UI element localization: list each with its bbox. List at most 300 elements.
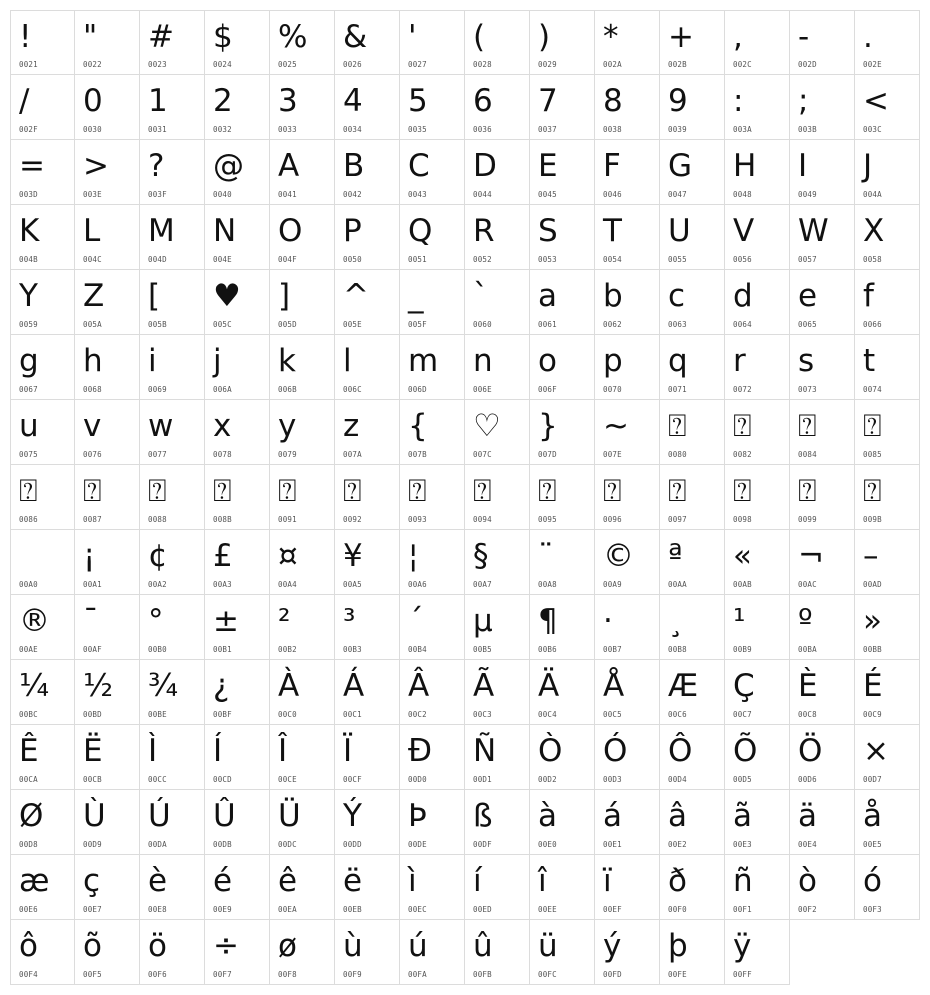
glyph-character: Á [343,668,365,704]
glyph-cell [855,660,920,725]
glyph-cell [10,855,75,920]
glyph-character: õ [83,928,102,964]
glyph-cell [205,205,270,270]
glyph-cell [400,530,465,595]
glyph-character: ] [278,278,291,314]
glyph-code-label: 0043 [408,190,427,199]
glyph-code-label: 0021 [19,60,38,69]
glyph-code-label: 00A7 [473,580,492,589]
glyph-code-label: 009B [863,515,882,524]
glyph-character: « [733,538,752,574]
glyph-character: b [603,278,623,314]
glyph-character: m [408,343,439,379]
glyph-character: ° [148,603,164,639]
glyph-code-label: 00C0 [278,710,297,719]
glyph-code-label: 0095 [538,515,557,524]
glyph-code-label: 006A [213,385,232,394]
glyph-character: Ï [343,733,353,769]
glyph-character: ¯ [83,603,99,639]
glyph-code-label: 0040 [213,190,232,199]
glyph-code-label: 007C [473,450,492,459]
glyph-character: ² [278,603,291,639]
glyph-code-label: 0035 [408,125,427,134]
glyph-character: Ã [473,668,495,704]
glyph-cell [205,140,270,205]
glyph-cell [140,270,205,335]
glyph-character: Í [213,733,223,769]
glyph-code-label: 00F7 [213,970,232,979]
glyph-cell [530,855,595,920]
glyph-code-label: 0070 [603,385,622,394]
glyph-character: Ó [603,733,628,769]
glyph-cell [205,335,270,400]
glyph-cell [400,725,465,790]
glyph-cell [465,660,530,725]
glyph-character: I [798,148,808,184]
glyph-cell [270,725,335,790]
glyph-character: p [603,343,623,379]
glyph-code-label: 00E3 [733,840,752,849]
glyph-cell [10,400,75,465]
glyph-character: Þ [408,798,427,834]
glyph-code-label: 002E [863,60,882,69]
glyph-character: ò [798,863,817,899]
glyph-code-label: 003C [863,125,882,134]
glyph-code-label: 00D4 [668,775,687,784]
glyph-code-label: 002A [603,60,622,69]
glyph-character: Ò [538,733,563,769]
glyph-cell [10,725,75,790]
glyph-code-label: 006B [278,385,297,394]
glyph-character: = [19,148,45,184]
glyph-code-label: 00AE [19,645,38,654]
glyph-cell [140,140,205,205]
glyph-cell [595,920,660,985]
glyph-character: L [83,213,101,249]
glyph-character: ! [19,19,32,55]
glyph-character: ¤ [278,538,298,574]
glyph-character: v [83,408,102,444]
glyph-cell [205,270,270,335]
glyph-character: ½ [83,668,114,704]
glyph-cell [335,530,400,595]
glyph-code-label: 00C9 [863,710,882,719]
glyph-code-label: 00E1 [603,840,622,849]
glyph-cell [140,530,205,595]
glyph-code-label: 00A6 [408,580,427,589]
glyph-character: r [733,343,746,379]
glyph-cell [270,10,335,75]
glyph-code-label: 0055 [668,255,687,264]
glyph-code-label: 00C8 [798,710,817,719]
glyph-cell [205,75,270,140]
glyph-grid [10,10,920,985]
glyph-code-label: 0044 [473,190,492,199]
glyph-code-label: 00D0 [408,775,427,784]
glyph-character: 1 [148,83,168,119]
glyph-code-label: 0026 [343,60,362,69]
glyph-cell [335,790,400,855]
glyph-cell [270,465,335,530]
glyph-cell [140,595,205,660]
glyph-character: þ [668,928,688,964]
glyph-code-label: 0032 [213,125,232,134]
glyph-cell [530,660,595,725]
glyph-code-label: 00D6 [798,775,817,784]
glyph-code-label: 0033 [278,125,297,134]
glyph-code-label: 0048 [733,190,752,199]
glyph-code-label: 0080 [668,450,687,459]
glyph-character: ÿ [733,928,752,964]
glyph-cell [725,530,790,595]
glyph-character: , [733,19,743,55]
glyph-code-label: 0025 [278,60,297,69]
glyph-code-label: 00F4 [19,970,38,979]
glyph-cell [725,725,790,790]
glyph-code-label: 0064 [733,320,752,329]
glyph-cell [595,140,660,205]
glyph-code-label: 0066 [863,320,882,329]
glyph-cell [205,465,270,530]
glyph-cell [855,75,920,140]
glyph-cell [140,10,205,75]
glyph-character: x [213,408,232,444]
glyph-code-label: 0075 [19,450,38,459]
glyph-cell [855,725,920,790]
glyph-code-label: 0022 [83,60,102,69]
glyph-cell [270,530,335,595]
glyph-character: Ä [538,668,560,704]
glyph-character: X [863,213,885,249]
glyph-cell [530,270,595,335]
glyph-cell [270,595,335,660]
glyph-cell [75,205,140,270]
glyph-cell [400,660,465,725]
glyph-character: á [603,798,622,834]
glyph-cell [530,75,595,140]
glyph-cell [10,790,75,855]
glyph-cell [725,790,790,855]
glyph-code-label: 006D [408,385,427,394]
glyph-code-label: 00DC [278,840,297,849]
glyph-code-label: 0065 [798,320,817,329]
glyph-code-label: 00B9 [733,645,752,654]
glyph-code-label: 00FB [473,970,492,979]
glyph-cell [465,790,530,855]
glyph-cell [725,855,790,920]
glyph-character: Ð [408,733,433,769]
glyph-cell [855,205,920,270]
glyph-code-label: 00B8 [668,645,687,654]
glyph-cell [205,660,270,725]
glyph-code-label: 00D9 [83,840,102,849]
glyph-cell [530,725,595,790]
glyph-character: 5 [408,83,428,119]
glyph-cell [725,205,790,270]
glyph-cell [660,465,725,530]
glyph-cell [855,335,920,400]
glyph-cell [660,920,725,985]
glyph-code-label: 00BC [19,710,38,719]
glyph-code-label: 0099 [798,515,817,524]
glyph-character: V [733,213,755,249]
glyph-character: + [668,19,694,55]
glyph-cell [10,595,75,660]
glyph-cell [855,790,920,855]
glyph-code-label: 0060 [473,320,492,329]
glyph-cell [790,335,855,400]
glyph-cell [790,270,855,335]
glyph-code-label: 00DE [408,840,427,849]
glyph-character: j [213,343,222,379]
glyph-code-label: 0059 [19,320,38,329]
glyph-character: Î [278,733,288,769]
glyph-character: Ü [278,798,301,834]
glyph-cell [10,530,75,595]
glyph-code-label: 00FE [668,970,687,979]
glyph-character: 6 [473,83,493,119]
glyph-cell [595,465,660,530]
glyph-cell [595,660,660,725]
glyph-character: T [603,213,622,249]
glyph-cell [725,270,790,335]
glyph-cell [660,400,725,465]
glyph-character: ñ [733,863,753,899]
glyph-cell [660,855,725,920]
glyph-character: ï [603,863,612,899]
glyph-cell [465,75,530,140]
glyph-character: Ø [19,798,44,834]
glyph-cell [400,790,465,855]
glyph-cell [270,400,335,465]
glyph-cell [335,75,400,140]
glyph-cell [855,10,920,75]
glyph-code-label: 00A3 [213,580,232,589]
glyph-character: £ [213,538,233,574]
glyph-cell [725,10,790,75]
glyph-character: Ö [798,733,823,769]
glyph-cell [465,205,530,270]
glyph-character: u [19,408,39,444]
glyph-code-label: 00D1 [473,775,492,784]
glyph-code-label: 00E6 [19,905,38,914]
glyph-code-label: 00DF [473,840,492,849]
glyph-character: í [473,863,482,899]
glyph-code-label: 003F [148,190,167,199]
glyph-code-label: 0088 [148,515,167,524]
glyph-character: 0 [83,83,103,119]
glyph-code-label: 0074 [863,385,882,394]
glyph-code-label: 0071 [668,385,687,394]
glyph-code-label: 00A2 [148,580,167,589]
glyph-code-label: 00AC [798,580,817,589]
glyph-cell [335,855,400,920]
glyph-cell [530,205,595,270]
glyph-cell [75,595,140,660]
glyph-character: Ê [19,733,39,769]
glyph-cell [75,920,140,985]
glyph-code-label: 00A0 [19,580,38,589]
glyph-cell [10,270,75,335]
glyph-code-label: 0061 [538,320,557,329]
glyph-code-label: 0082 [733,450,752,459]
glyph-character: { [408,408,428,444]
glyph-cell [75,270,140,335]
glyph-code-label: 00C5 [603,710,622,719]
glyph-code-label: 00AB [733,580,752,589]
glyph-character: ù [343,928,363,964]
glyph-character: Ù [83,798,106,834]
glyph-character: ~ [603,408,629,444]
glyph-character: ã [733,798,752,834]
glyph-code-label: 006E [473,385,492,394]
glyph-character: ^ [343,278,369,314]
glyph-cell [400,595,465,660]
glyph-code-label: 0028 [473,60,492,69]
glyph-cell [10,335,75,400]
glyph-character: D [473,148,497,184]
glyph-character: ê [278,863,298,899]
glyph-cell [855,595,920,660]
glyph-code-label: 00EA [278,905,297,914]
glyph-code-label: 0047 [668,190,687,199]
glyph-cell [855,270,920,335]
glyph-cell [725,75,790,140]
glyph-character: ³ [343,603,356,639]
glyph-character: î [538,863,547,899]
glyph-character: 9 [668,83,688,119]
glyph-character: ¾ [148,668,179,704]
glyph-cell [140,920,205,985]
glyph-cell [205,725,270,790]
glyph-character: Â [408,668,430,704]
glyph-code-label: 00A1 [83,580,102,589]
glyph-code-label: 0049 [798,190,817,199]
glyph-code-label: 00C1 [343,710,362,719]
glyph-character: E [538,148,558,184]
glyph-character: ý [603,928,622,964]
glyph-character: W [798,213,829,249]
glyph-code-label: 00DA [148,840,167,849]
glyph-cell [75,335,140,400]
glyph-character: È [798,668,818,704]
glyph-code-label: 00B6 [538,645,557,654]
glyph-cell [530,400,595,465]
glyph-character: ♡ [473,408,501,444]
glyph-code-label: 0057 [798,255,817,264]
glyph-code-label: 0056 [733,255,752,264]
glyph-character: w [148,408,174,444]
glyph-code-label: 00EC [408,905,427,914]
glyph-code-label: 00EF [603,905,622,914]
glyph-character: e [798,278,818,314]
glyph-cell [465,595,530,660]
glyph-code-label: 00F3 [863,905,882,914]
glyph-cell [465,855,530,920]
glyph-code-label: 007A [343,450,362,459]
glyph-code-label: 00CB [83,775,102,784]
glyph-cell [270,270,335,335]
glyph-code-label: 0092 [343,515,362,524]
glyph-code-label: 004C [83,255,102,264]
glyph-character: & [343,19,368,55]
glyph-cell [790,205,855,270]
glyph-code-label: 002D [798,60,817,69]
glyph-code-label: 00A5 [343,580,362,589]
glyph-cell [595,75,660,140]
glyph-character: ⍰ [213,473,232,509]
glyph-character: y [278,408,297,444]
glyph-cell [725,660,790,725]
glyph-cell [660,335,725,400]
glyph-character: ? [148,148,165,184]
glyph-character: ì [408,863,417,899]
glyph-cell [75,530,140,595]
glyph-character: æ [19,863,50,899]
glyph-character: - [798,19,810,55]
glyph-character: ⍰ [603,473,622,509]
glyph-character: t [863,343,876,379]
glyph-character: 2 [213,83,233,119]
glyph-character: ¼ [19,668,50,704]
glyph-character: à [538,798,557,834]
glyph-character: [ [148,278,161,314]
glyph-code-label: 0072 [733,385,752,394]
glyph-character: C [408,148,430,184]
glyph-cell [465,140,530,205]
glyph-code-label: 00B2 [278,645,297,654]
glyph-cell [140,205,205,270]
glyph-cell [530,335,595,400]
glyph-code-label: 0042 [343,190,362,199]
glyph-character: º [798,603,813,639]
glyph-code-label: 0052 [473,255,492,264]
glyph-cell [790,660,855,725]
glyph-code-label: 0096 [603,515,622,524]
glyph-cell [10,140,75,205]
glyph-code-label: 00CE [278,775,297,784]
glyph-code-label: 0094 [473,515,492,524]
glyph-cell [205,855,270,920]
glyph-cell [335,140,400,205]
glyph-cell [790,10,855,75]
glyph-character: × [863,733,889,769]
glyph-code-label: 0093 [408,515,427,524]
glyph-character: Q [408,213,433,249]
glyph-cell [270,855,335,920]
glyph-character: k [278,343,296,379]
glyph-code-label: 00EB [343,905,362,914]
glyph-cell [400,10,465,75]
glyph-code-label: 0068 [83,385,102,394]
glyph-code-label: 0069 [148,385,167,394]
glyph-code-label: 0031 [148,125,167,134]
glyph-code-label: 00DB [213,840,232,849]
glyph-character: Õ [733,733,758,769]
glyph-cell [75,140,140,205]
glyph-cell [465,725,530,790]
glyph-character: Ý [343,798,362,834]
glyph-cell [595,335,660,400]
glyph-cell [335,595,400,660]
glyph-code-label: 00C7 [733,710,752,719]
glyph-character: ` [473,278,489,314]
glyph-cell [595,270,660,335]
glyph-character: % [278,19,308,55]
glyph-cell [10,660,75,725]
glyph-code-label: 0054 [603,255,622,264]
glyph-cell [855,140,920,205]
